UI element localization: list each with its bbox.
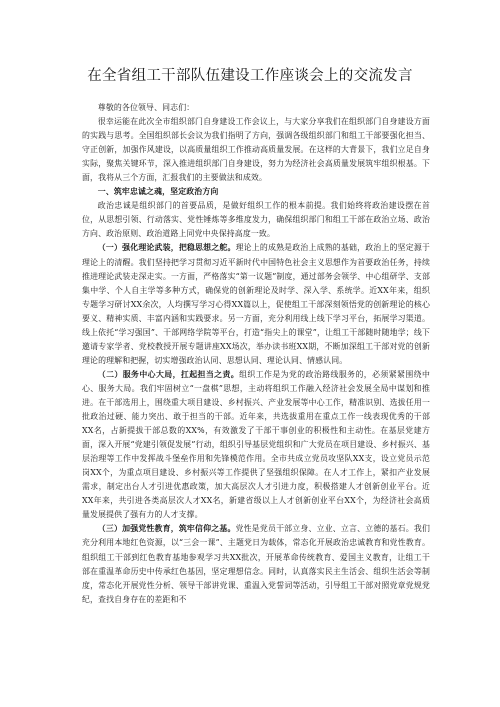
document-title: 在全省组工干部队伍建设工作座谈会上的交流发言 [87, 68, 413, 84]
intro-paragraph: 很幸运能在此次全市组织部门自身建设工作会议上，与大家分享我们在组织部门自身建设方面的实践与思考。全国组织部长会议为我们指明了方向，强调各级组织部门和组工干部要强化担当、守正创新，加强作风建设，以高质量组织工作推动高质量发展。在这样的大背景下，我们立足自身实际，聚焦关键环节，深入推进组织部门自身建设，努力为经济社会高质量发展筑牢组织根基。下面，我将从三个方面，汇报我们的主要做法和成效。 [82, 117, 430, 183]
subsection-heading-2: （二）服务中心大局，扛起担当之责。 [97, 369, 240, 379]
subsection-2-text: 组织工作是为党的政治路线服务的，必须紧紧围绕中心、服务大局。我们牢固树立“一盘棋”思想，主动将组织工作融入经济社会发展全局中谋划和推进。在干部选用上，围绕重大项目建设、乡村振兴、产业发展等中心工作，精准识别、选拔任用一批政治过硬、能力突出、敢于担当的干部。近年来，共选拔重用在重点工作一线表现优秀的干部XX名，占新提拔干部总数的XX%，有效激发了干部干事创业的积极性和主动性。在基层党建方面，深入开展“党建引领促发展”行动，组织引导基层党组织和广大党员在项目建设、乡村振兴、基层治理等工作中发挥战斗堡垒作用和先锋模范作用。全市共成立党员攻坚队XX支，设立党员示范岗XX个，为重点项目建设、乡村振兴等工作提供了坚强组织保障。在人才工作上，紧扣产业发展需求，制定出台人才引进优惠政策，加大高层次人才引进力度，积极搭建人才创新创业平台。近XX年来，共引进各类高层次人才XX名，新建省级以上人才创新创业平台XX个，为经济社会高质量发展提供了强有力的人才支撑。 [82, 369, 430, 520]
subsection-heading-3: （三）加强党性教育，筑牢信仰之基。 [97, 524, 236, 534]
document-body [82, 101, 430, 607]
subsection-2-paragraph [82, 368, 430, 523]
subsection-3-paragraph [82, 522, 430, 606]
subsection-heading-1: （一）强化理论武装，把稳思想之舵。 [97, 243, 236, 253]
section-1-intro-paragraph: 政治忠诚是组织部门的首要品质，是做好组织工作的根本前提。我们始终将政治建设摆在首位，从思想引领、行动落实、党性锤炼等多维度发力，确保组织部门和组工干部在政治立场、政治方向、政治原则、政治道路上同党中央保持高度一致。 [82, 201, 430, 239]
subsection-1-paragraph [82, 241, 430, 367]
subsection-3-text: 党性是党员干部立身、立业、立言、立德的基石。我们充分利用本地红色资源，以“三会一课”、主题党日为载体，常态化开展政治忠诚教育和党性教育。组织组工干部到红色教育基地参观学习共XX批次，开展革命传统教育、爱国主义教育，让组工干部在重温革命历史中传承红色基因，坚定理想信念。同时，认真落实民主生活会、组织生活会等制度，常态化开展党性分析、领导干部讲党课、重温入党誓词等活动，引导组工干部对照党章党规党纪，查找自身存在的差距和不 [82, 524, 430, 604]
subsection-1-text: 理论上的成熟是政治上成熟的基础，政治上的坚定源于理论上的清醒。我们坚持把学习贯彻习近平新时代中国特色社会主义思想作为首要政治任务，持续推进理论武装走深走实。一方面，严格落实“第一议题”制度，通过部务会领学、中心组研学、支部集中学、个人自主学等多种方式，确保党的创新理论及时学、深入学、系统学。近XX年来，组织专题学习研讨XX余次，人均撰写学习心得XX篇以上，促使组工干部深刻领悟党的创新理论的核心要义、精神实质、丰富内涵和实践要求。另一方面，充分利用线上线下学习平台，拓展学习渠道。线上依托“学习强国”、干部网络学院等平台，打造“指尖上的课堂”，让组工干部随时随地学；线下邀请专家学者、党校教授开展专题讲座XX场次，举办读书班XX期，不断加深组工干部对党的创新理论的理解和把握，切实增强政治认同、思想认同、理论认同、情感认同。 [82, 243, 430, 365]
salutation: 尊敬的各位领导、同志们： [97, 103, 195, 112]
section-heading-1: 一、筑牢忠诚之魂，坚定政治方向 [97, 187, 219, 197]
